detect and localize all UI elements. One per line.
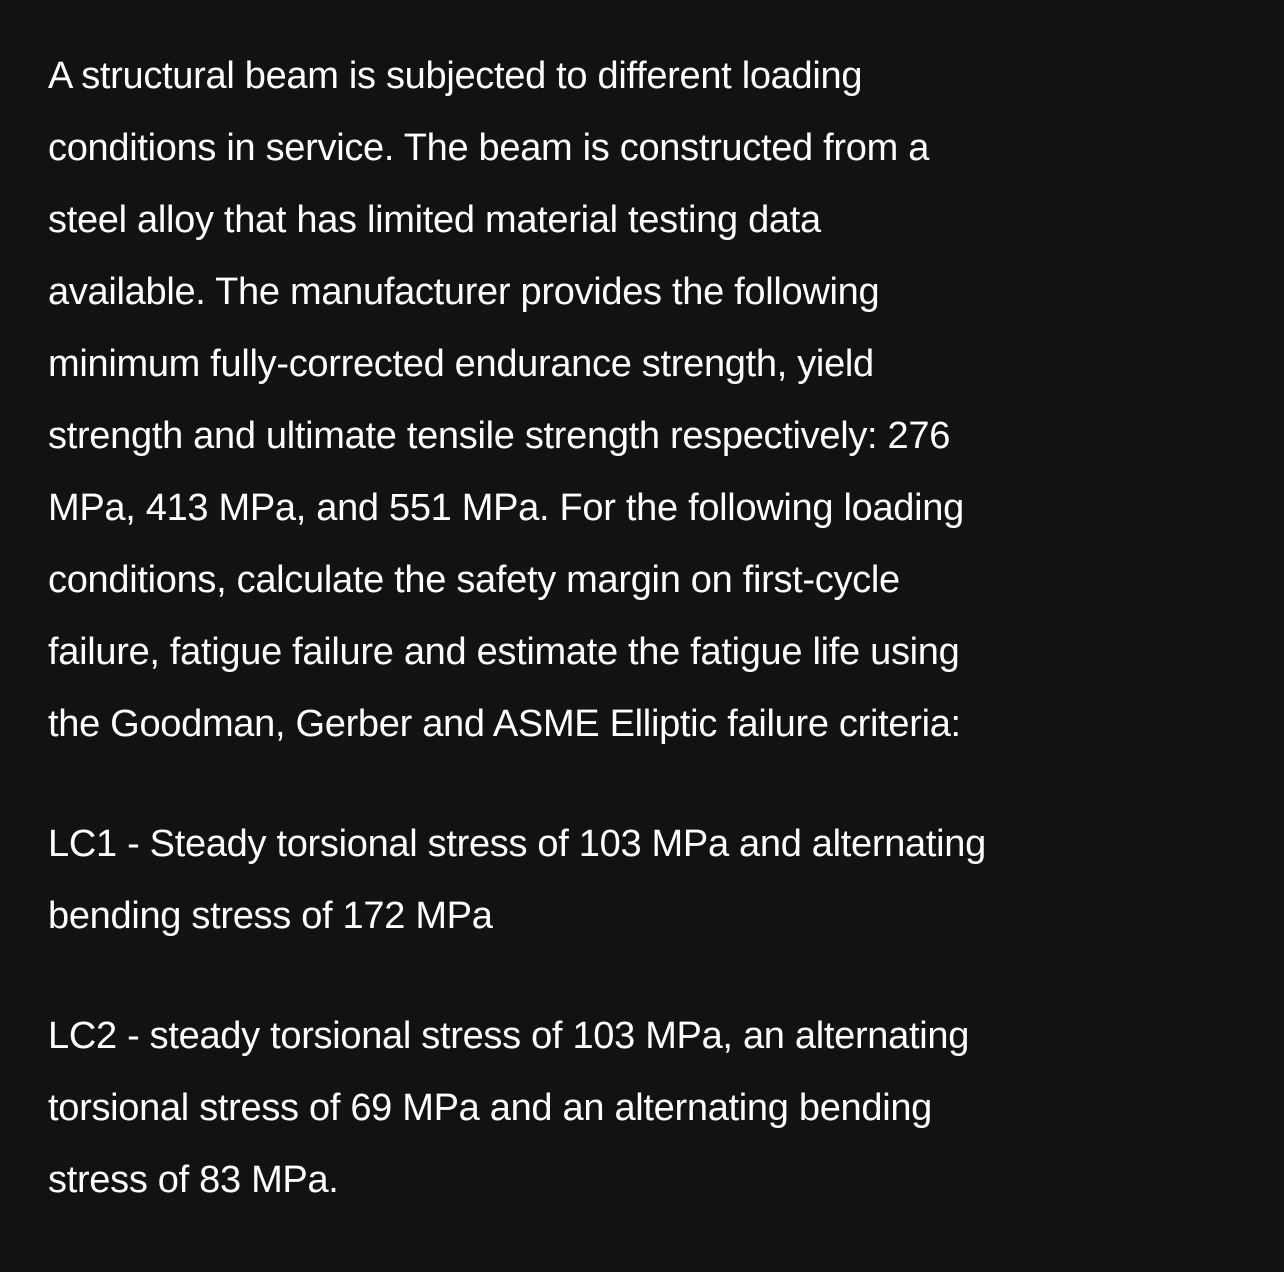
load-case-2 <box>48 1000 1248 1216</box>
text-line: LC2 - steady torsional stress of 103 MPa, an alternating <box>48 1015 970 1057</box>
text-line: conditions, calculate the safety margin on first-cycle <box>48 559 900 601</box>
load-case-1 <box>48 808 1248 952</box>
paragraph-gap <box>48 760 1248 808</box>
text-line: LC1 - Steady torsional stress of 103 MPa and alternating <box>48 823 986 865</box>
text-line: A structural beam is subjected to different loading <box>48 55 863 97</box>
text-line: bending stress of 172 MPa <box>48 895 493 937</box>
intro-paragraph <box>48 40 1248 760</box>
paragraph-gap <box>48 952 1248 1000</box>
problem-statement <box>48 40 1248 1216</box>
text-line: steel alloy that has limited material testing data <box>48 199 821 241</box>
text-line: conditions in service. The beam is constructed from a <box>48 127 930 169</box>
text-line: failure, fatigue failure and estimate the fatigue life using <box>48 631 960 673</box>
text-line: stress of 83 MPa. <box>48 1159 339 1201</box>
text-line: torsional stress of 69 MPa and an alternating bending <box>48 1087 933 1129</box>
text-line: available. The manufacturer provides the following <box>48 271 880 313</box>
text-line: minimum fully-corrected endurance strength, yield <box>48 343 874 385</box>
text-line: strength and ultimate tensile strength respectively: 276 <box>48 415 951 457</box>
text-line: MPa, 413 MPa, and 551 MPa. For the following loading <box>48 487 964 529</box>
text-line: the Goodman, Gerber and ASME Elliptic failure criteria: <box>48 703 961 745</box>
